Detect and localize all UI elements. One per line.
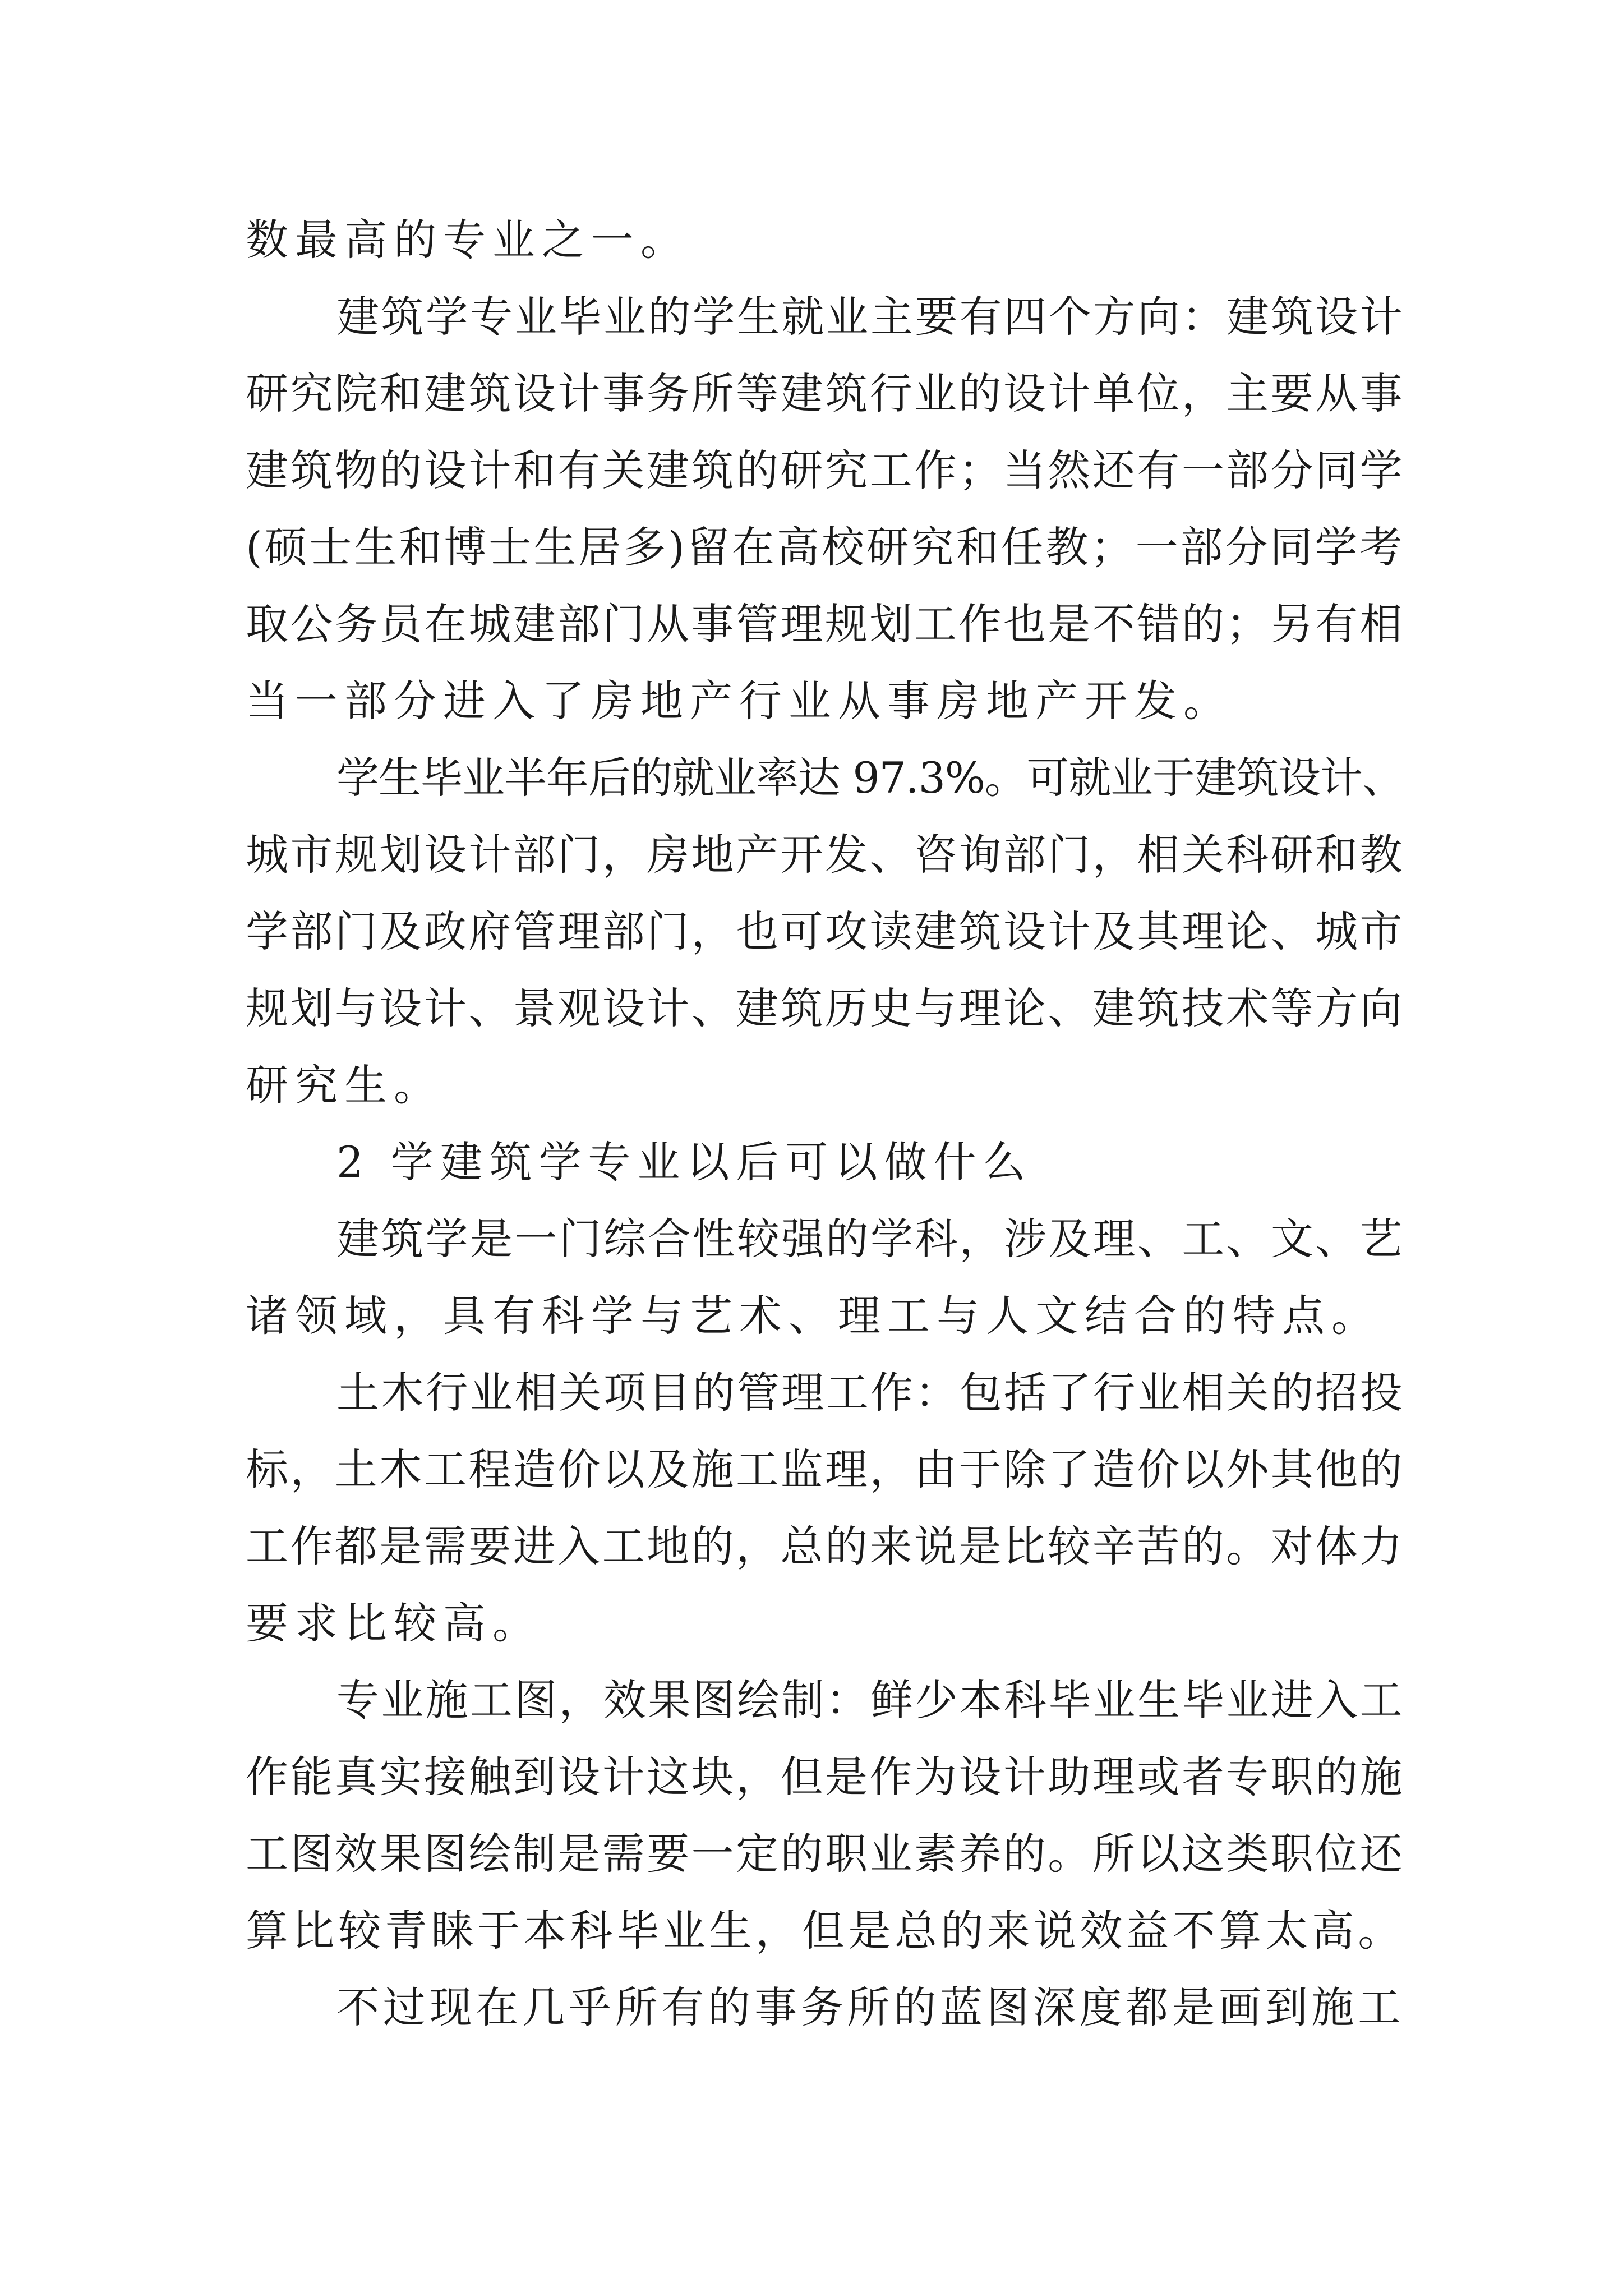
- text-line: 研究生。: [246, 1060, 443, 1110]
- text-line: 城市规划设计部门，房地产开发、咨询部门，相关科研和教: [246, 830, 1404, 880]
- text-line: 建筑物的设计和有关建筑的研究工作；当然还有一部分同学: [246, 445, 1404, 495]
- text-line: 作能真实接触到设计这块，但是作为设计助理或者专职的施: [246, 1752, 1404, 1802]
- text-line: 当一部分进入了房地产行业从事房地产开发。: [246, 676, 1233, 726]
- text-line: 诸领域，具有科学与艺术、理工与人文结合的特点。: [246, 1291, 1381, 1341]
- text-line: 取公务员在城建部门从事管理规划工作也是不错的；另有相: [246, 599, 1404, 649]
- text-line: 算比较青睐于本科毕业生，但是总的来说效益不算太高。: [246, 1906, 1404, 1955]
- paragraph-first-line: 学生毕业半年后的就业率达 97.3%。可就业于建筑设计、: [336, 753, 1404, 803]
- text-line: 研究院和建筑设计事务所等建筑行业的设计单位，主要从事: [246, 369, 1404, 418]
- paragraph-first-line: 不过现在几乎所有的事务所的蓝图深度都是画到施工: [336, 1982, 1404, 2032]
- text-line: 工图效果图绘制是需要一定的职业素养的。所以这类职位还: [246, 1829, 1404, 1879]
- paragraph-first-line: 土木行业相关项目的管理工作：包括了行业相关的招投: [336, 1368, 1404, 1418]
- section-heading: 2 学建筑学专业以后可以做什么: [336, 1137, 1032, 1187]
- text-line: 学部门及政府管理部门，也可攻读建筑设计及其理论、城市: [246, 907, 1404, 956]
- text-line: 数最高的专业之一。: [246, 215, 690, 265]
- paragraph-first-line: 建筑学是一门综合性较强的学科，涉及理、工、文、艺: [336, 1214, 1404, 1264]
- text-line: (硕士生和博士生居多)留在高校研究和任教；一部分同学考: [246, 522, 1405, 572]
- paragraph-first-line: 建筑学专业毕业的学生就业主要有四个方向：建筑设计: [336, 292, 1404, 342]
- paragraph-first-line: 专业施工图，效果图绘制：鲜少本科毕业生毕业进入工: [336, 1675, 1404, 1725]
- text-line: 标，土木工程造价以及施工监理，由于除了造价以外其他的: [246, 1444, 1404, 1494]
- text-line: 规划与设计、景观设计、建筑历史与理论、建筑技术等方向: [246, 983, 1404, 1033]
- text-line: 要求比较高。: [246, 1598, 542, 1648]
- text-line: 工作都是需要进入工地的，总的来说是比较辛苦的。对体力: [246, 1521, 1404, 1571]
